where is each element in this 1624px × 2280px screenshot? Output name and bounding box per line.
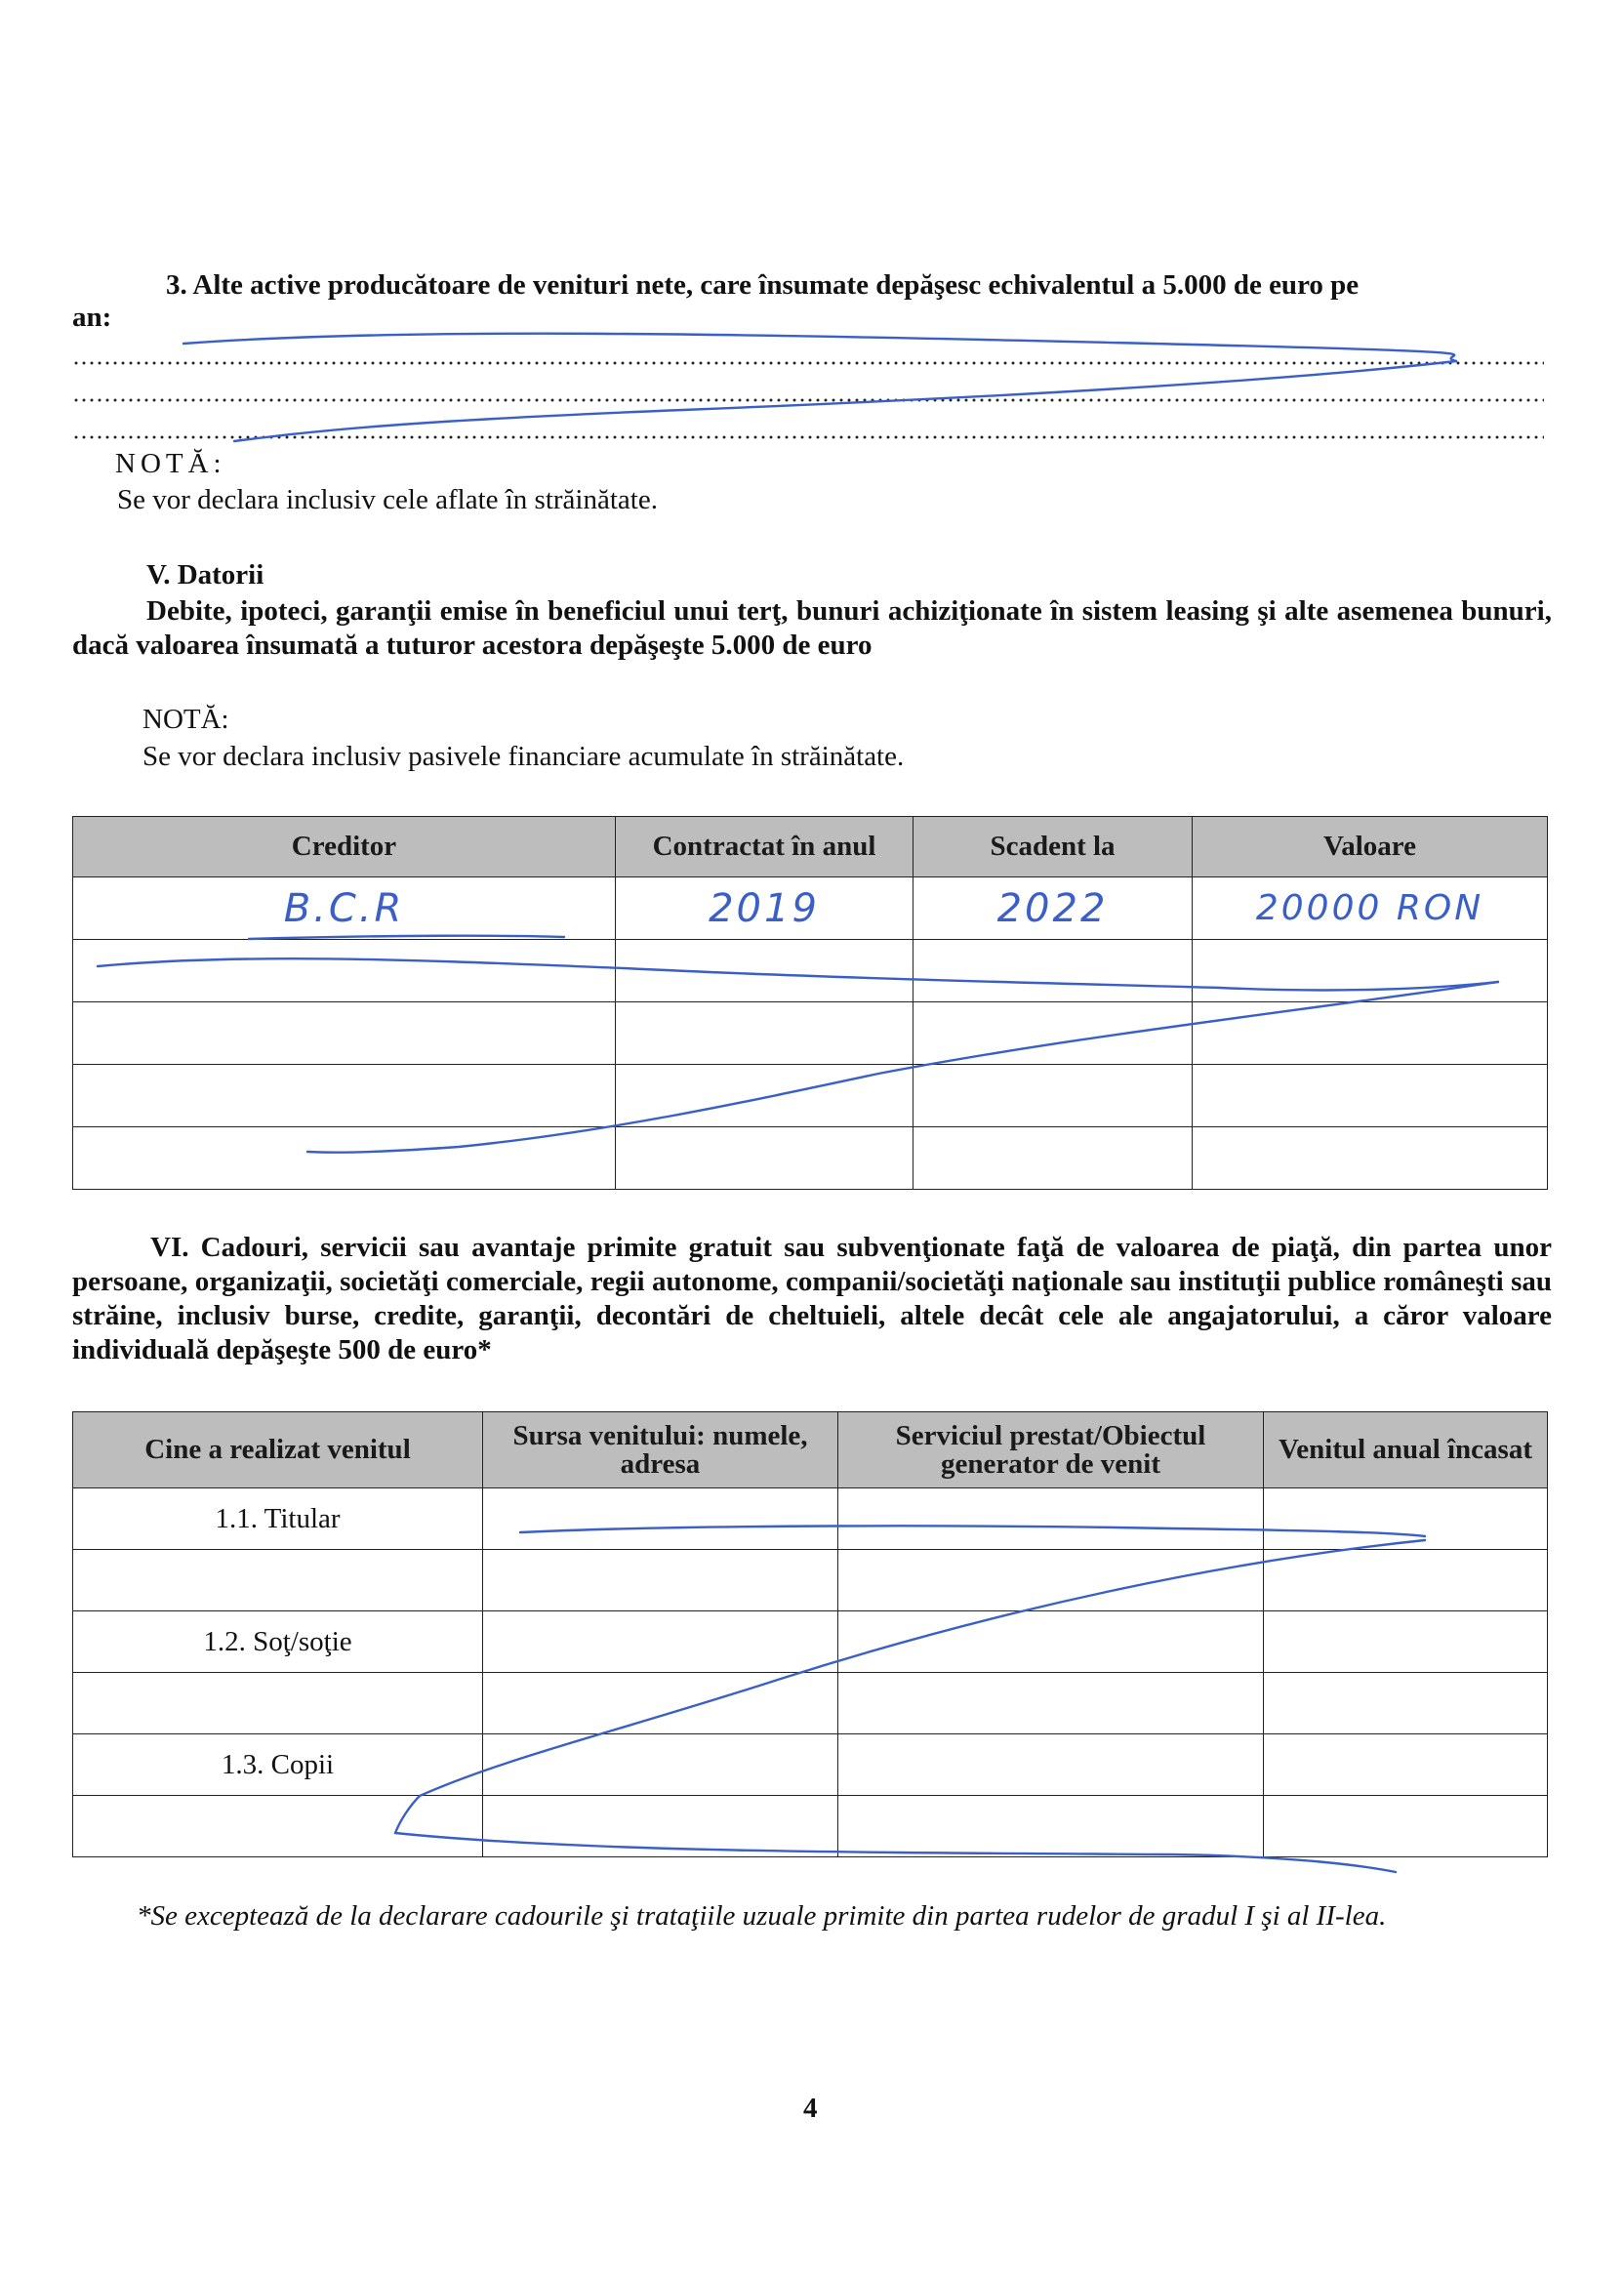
row-label-titular: 1.1. Titular	[73, 1488, 483, 1550]
header-valoare: Valoare	[1193, 817, 1548, 877]
header-contractat: Contractat în anul	[616, 817, 914, 877]
handwritten-due: 2022	[996, 885, 1109, 931]
pen-stroke-titular	[520, 1526, 1425, 1536]
nota-2-text: Se vor declara inclusiv pasivele financiare acumulate în străinătate.	[142, 741, 905, 772]
section-3-heading-continuation: an:	[72, 302, 112, 333]
header-sursa: Sursa venitului: numele, adresa	[483, 1412, 838, 1488]
handwritten-year: 2019	[709, 885, 820, 931]
header-creditor: Creditor	[73, 817, 616, 877]
handwritten-value: 20000 RON	[1255, 888, 1484, 928]
pen-stroke-debts-diagonal	[307, 982, 1498, 1153]
section-3-heading: 3. Alte active producătoare de venituri nete, care însumate depăşesc echivalentul a 5.000 de euro pe	[166, 269, 1360, 301]
pen-stroke-gifts-bottom	[395, 1833, 1396, 1872]
section-5-title: V. Datorii	[146, 559, 264, 590]
pen-stroke-gifts-diagonal	[395, 1540, 1425, 1833]
header-cine: Cine a realizat venitul	[73, 1412, 483, 1488]
row-label-sot: 1.2. Soţ/soţie	[73, 1611, 483, 1673]
pen-stroke-section3-cross	[234, 361, 1456, 441]
footnote: *Se exceptează de la declarare cadourile şi trataţiile uzuale primite din partea rudelor de gradul I şi al II-lea.	[137, 1900, 1387, 1932]
handwritten-creditor: B.C.R	[283, 885, 405, 931]
section-5-text: Debite, ipoteci, garanţii emise în beneficiul unui terţ, bunuri achiziţionate în sistem leasing şi alte asemenea bunuri, dacă valoarea însumată a tuturor acestora depăşeşte 5.000 de euro	[72, 595, 1552, 661]
section-6-text: VI. Cadouri, servicii sau avantaje primite gratuit sau subvenţionate faţă de valoarea de piaţă, din partea unor persoane, organizaţii, societăţi comerciale, regii autonome, companii/societăţi naţionale sau instituţii publice româneşti sau străine, inclusiv burse, credite, garanţii, decontări de cheltuieli, altele decât cele ale angajatorului, a căror valoare individuală depăşeşte 500 de euro*	[72, 1232, 1552, 1365]
nota-1-text: Se vor declara inclusiv cele aflate în străinătate.	[117, 484, 658, 515]
page-number: 4	[803, 2093, 818, 2124]
header-scadent: Scadent la	[914, 817, 1193, 877]
header-serviciul: Serviciul prestat/Obiectul generator de venit	[838, 1412, 1264, 1488]
header-venitul: Venitul anual încasat	[1264, 1412, 1548, 1488]
pen-stroke-bcr-underline	[249, 936, 564, 939]
row-label-copii: 1.3. Copii	[73, 1734, 483, 1796]
nota-2-label: NOTĂ:	[142, 704, 229, 735]
nota-1-label: NOTĂ:	[115, 448, 226, 479]
pen-stroke-debts-row2	[98, 958, 1498, 990]
pen-stroke-section3-top	[183, 334, 1456, 361]
